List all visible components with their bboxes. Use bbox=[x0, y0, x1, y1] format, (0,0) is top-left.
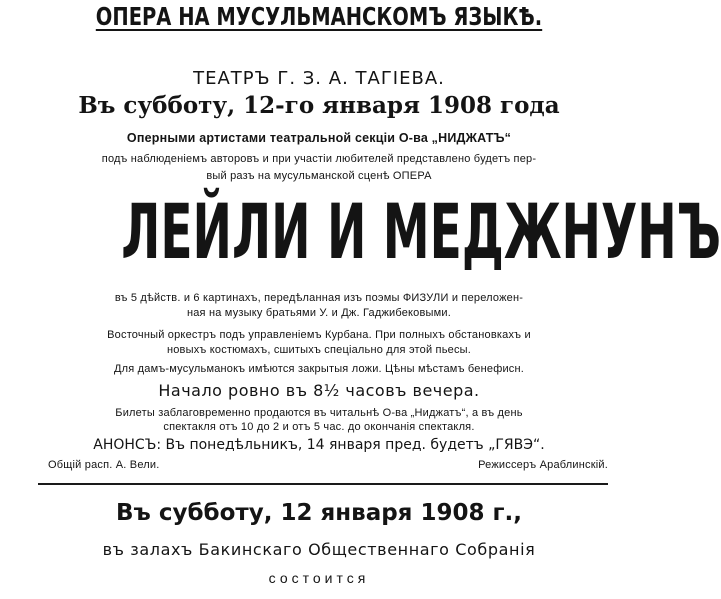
details-line-1: въ 5 дѣйств. и 6 картинахъ, передѣланная изъ поэмы ФИЗУЛИ и переложен- bbox=[114, 292, 524, 304]
footer-last-line: состоится bbox=[268, 570, 370, 586]
intro-line-3: вый разъ на мусульманской сценѣ ОПЕРА bbox=[206, 170, 432, 182]
opera-title: ЛЕЙЛИ И МЕДЖНУНЪ bbox=[121, 187, 721, 276]
director-credit: Режиссеръ Араблинскій. bbox=[478, 459, 608, 471]
details-line-3: Восточный оркестръ подъ управленіемъ Курбана. При полныхъ обстановкахъ и bbox=[107, 329, 531, 341]
divider bbox=[38, 483, 608, 485]
intro-line-1: Оперными артистами театральной секціи О-ва „НИДЖАТЪ“ bbox=[126, 131, 512, 145]
page-title: ОПЕРА НА МУСУЛЬМАНСКОМЪ ЯЗЫКѢ. bbox=[95, 2, 543, 31]
tickets-line-1: Билеты заблаговременно продаются въ читальнѣ О-ва „Ниджатъ“, а въ день bbox=[115, 407, 523, 419]
performance-date: Въ субботу, 12-го января 1908 года bbox=[78, 92, 560, 119]
footer-venue: въ залахъ Бакинскаго Общественнаго Собранія bbox=[102, 540, 536, 559]
details-line-2: ная на музыку братьями У. и Дж. Гаджибековыми. bbox=[186, 307, 452, 319]
details-line-5: Для дамъ-мусульманокъ имѣются закрытыя ложи. Цѣны мѣстамъ бенефисн. bbox=[113, 363, 525, 375]
theatre-name: ТЕАТРЪ Г. З. А. ТАГІЕВА. bbox=[193, 68, 445, 89]
announcement: АНОНСЪ: Въ понедѣльникъ, 14 января пред. будетъ „ГЯВЭ“. bbox=[93, 437, 545, 453]
intro-line-2: подъ наблюденіемъ авторовъ и при участіи любителей представлено будетъ пер- bbox=[101, 153, 537, 165]
tickets-line-2: спектакля отъ 10 до 2 и отъ 5 час. до окончанія спектакля. bbox=[163, 421, 475, 433]
general-credit: Общій расп. А. Вели. bbox=[48, 459, 160, 471]
start-time: Начало ровно въ 8½ часовъ вечера. bbox=[158, 381, 480, 400]
footer-date: Въ субботу, 12 января 1908 г., bbox=[116, 500, 522, 526]
details-line-4: новыхъ костюмахъ, сшитыхъ спеціально для этой пьесы. bbox=[166, 344, 472, 356]
